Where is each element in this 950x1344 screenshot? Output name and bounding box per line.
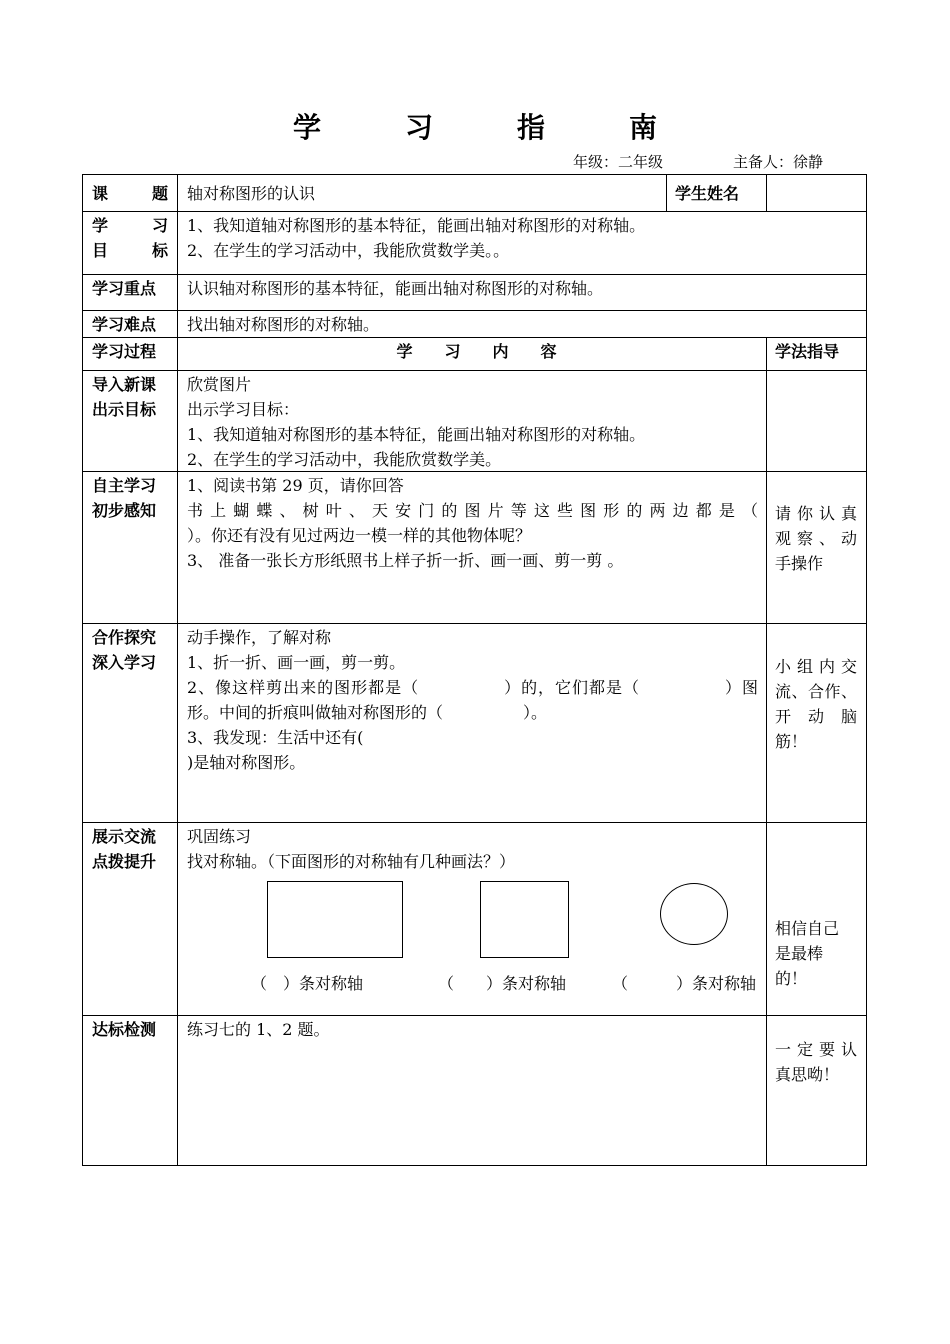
circle-shape [660, 883, 728, 945]
goal-label-1: 学 习 [92, 216, 168, 235]
col-divider [666, 175, 667, 211]
section-line: 形。中间的折痕叫做轴对称图形的（ ）。 [187, 703, 548, 722]
section-label: 导入新课 [92, 375, 157, 394]
section-line: 欣赏图片 [187, 375, 252, 394]
col-divider [766, 337, 767, 1165]
section-label: 达标检测 [92, 1020, 157, 1039]
section-line: 动手操作，了解对称 [187, 628, 332, 647]
section-label: 初步感知 [92, 501, 157, 520]
section-label: 自主学习 [92, 476, 157, 495]
section-label: 出示目标 [92, 400, 157, 419]
row-divider [83, 623, 866, 624]
axis-count-answer[interactable]: （ ）条对称轴 [251, 974, 364, 993]
section-label: 点拨提升 [92, 852, 157, 871]
guide-header: 学法指导 [775, 342, 840, 361]
section-line: 书上蝴蝶、树叶、天安门的图片等这些图形的两边都是（ [187, 501, 758, 520]
col-divider [766, 175, 767, 211]
guide-text: 请你认真 [775, 504, 857, 523]
rectangle-shape [267, 881, 403, 958]
guide-text: 观察、动 [775, 529, 857, 548]
axis-count-answer[interactable]: （ ）条对称轴 [438, 974, 567, 993]
guide-text: 真思呦！ [775, 1065, 840, 1084]
section-line: 3、 准备一张长方形纸照书上样子折一折、画一画、剪一剪 。 [187, 551, 624, 570]
topic-value: 轴对称图形的认识 [187, 184, 316, 203]
student-name-label: 学生姓名 [675, 184, 740, 203]
row-divider [83, 274, 866, 275]
row-divider [83, 310, 866, 311]
row-divider [83, 211, 866, 212]
process-header: 学习过程 [92, 342, 157, 361]
guide-text: 相信自己 [775, 919, 840, 938]
section-line: ）。你还有没有见过两边一模一样的其他物体呢？ [187, 526, 532, 545]
section-line: 2、像这样剪出来的图形都是（ ）的，它们都是（ ）图 [187, 678, 758, 697]
section-line: 巩固练习 [187, 827, 252, 846]
section-line: 出示学习目标： [187, 400, 300, 419]
row-divider [83, 822, 866, 823]
col-divider [177, 175, 178, 1165]
page-title: 学 习 指 南 [292, 111, 685, 144]
goal-line: 1、我知道轴对称图形的基本特征，能画出轴对称图形的对称轴。 [187, 216, 646, 235]
section-label: 展示交流 [92, 827, 157, 846]
row-divider [83, 1015, 866, 1016]
guide-text: 流、合作、 [775, 682, 857, 701]
guide-text: 是最棒 [775, 944, 824, 963]
content-header: 学 习 内 容 [396, 342, 557, 361]
topic-label: 课 题 [92, 184, 168, 203]
row-divider [83, 370, 866, 371]
goal-label-2: 目 标 [92, 241, 168, 260]
guide-text: 的！ [775, 969, 808, 988]
square-shape [480, 881, 569, 958]
section-line: 练习七的 1、2 题。 [187, 1020, 330, 1039]
section-line: 2、在学生的学习活动中，我能欣赏数学美。 [187, 450, 502, 469]
section-line: 1、折一折、画一画，剪一剪。 [187, 653, 406, 672]
axis-count-answer[interactable]: （ ）条对称轴 [612, 974, 757, 993]
difficulty-value: 找出轴对称图形的对称轴。 [187, 315, 380, 334]
author-label: 主备人：徐静 [733, 153, 824, 171]
guide-text: 小组内交 [775, 657, 857, 676]
key-value: 认识轴对称图形的基本特征，能画出轴对称图形的对称轴。 [187, 279, 604, 298]
section-line: 1、我知道轴对称图形的基本特征，能画出轴对称图形的对称轴。 [187, 425, 646, 444]
section-label: 深入学习 [92, 653, 157, 672]
guide-text: 一定要认 [775, 1040, 857, 1059]
key-label: 学习重点 [92, 279, 157, 298]
guide-text: 筋！ [775, 732, 808, 751]
difficulty-label: 学习难点 [92, 315, 157, 334]
section-line: 1、阅读书第 29 页，请你回答 [187, 476, 404, 495]
section-line: )是轴对称图形。 [187, 753, 306, 772]
guide-text: 手操作 [775, 554, 824, 573]
study-guide-table [82, 174, 867, 1166]
guide-text: 开 动 脑 [775, 707, 857, 726]
section-line: 找对称轴。（下面图形的对称轴有几种画法？） [187, 852, 516, 871]
section-line: 3、我发现：生活中还有( [187, 728, 364, 747]
goal-line: 2、在学生的学习活动中，我能欣赏数学美。。 [187, 241, 510, 260]
grade-label: 年级：二年级 [573, 153, 664, 171]
row-divider [83, 337, 866, 338]
section-label: 合作探究 [92, 628, 157, 647]
